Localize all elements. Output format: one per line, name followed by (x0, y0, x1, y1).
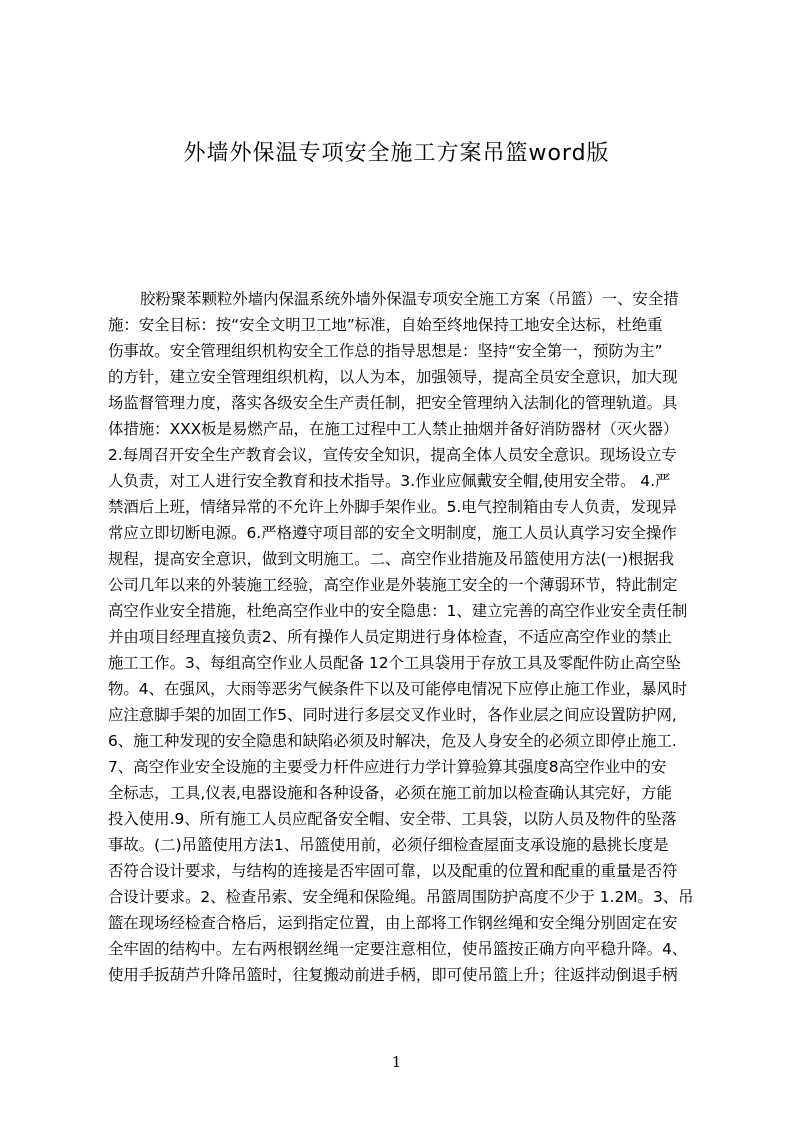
body-line: 常应立即切断电源。6.严格遵守项目部的安全文明制度，施工人员认真学习安全操作 (108, 524, 677, 542)
body-line: 合设计要求。2、检查吊索、安全绳和保险绳。吊篮周围防护高度不少于 1.2M。3、吊 (108, 888, 694, 906)
body-line: 的方针，建立安全管理组织机构，以人为本，加强领导，提高全员安全意识，加大现 (108, 368, 678, 386)
body-line: 2.每周召开安全生产教育会议，宣传安全知识，提高全体人员安全意识。现场设立专 (108, 446, 677, 464)
body-line: 规程，提高安全意识，做到文明施工。二、高空作业措施及吊篮使用方法(一)根据我 (108, 550, 675, 568)
body-line: 事故。(二)吊篮使用方法1、吊篮使用前，必须仔细检查屋面支承设施的悬挑长度是 (108, 836, 669, 854)
body-line: 体措施：XXX板是易燃产品，在施工过程中工人禁止抽烟并备好消防器材（灭火器） (108, 420, 679, 438)
body-line: 人负责，对工人进行安全教育和技术指导。3.作业应佩戴安全帽,使用安全带。 4.严 (108, 472, 671, 490)
body-line: 7、高空作业安全设施的主要受力杆件应进行力学计算验算其强度8高空作业中的安 (108, 758, 667, 776)
page-number: 1 (391, 1053, 402, 1071)
body-line: 胶粉聚苯颗粒外墙内保温系统外墙外保温专项安全施工方案（吊篮）一、安全措 (140, 290, 679, 308)
body-line: 施工工作。3、每组高空作业人员配备 12个工具袋用于存放工具及零配件防止高空坠 (108, 654, 681, 672)
body-line: 施：安全目标：按“安全文明卫工地”标准，自始至终地保持工地安全达标，杜绝重 (108, 316, 663, 334)
body-line: 否符合设计要求，与结构的连接是否牢固可靠，以及配重的位置和配重的重量是否符 (108, 862, 678, 880)
body-line: 公司几年以来的外装施工经验，高空作业是外装施工安全的一个薄弱环节，特此制定 (108, 576, 678, 594)
body-line: 全标志，工具,仪表,电器设施和各种设备，必须在施工前加以检查确认其完好，方能 (108, 784, 672, 802)
body-line: 全牢固的结构中。左右两根钢丝绳一定要注意相位，使吊篮按正确方向平稳升降。4、 (108, 940, 688, 958)
body-line: 物。4、在强风，大雨等恶劣气候条件下以及可能停电情况下应停止施工作业，暴风时 (108, 680, 688, 698)
body-line: 场监督管理力度，落实各级安全生产责任制，把安全管理纳入法制化的管理轨道。具 (108, 394, 678, 412)
body-line: 应注意脚手架的加固工作5、同时进行多层交叉作业时，各作业层之间应设置防护网, (108, 706, 677, 724)
body-line: 篮在现场经检查合格后，运到指定位置，由上部将工作钢丝绳和安全绳分别固定在安 (108, 914, 678, 932)
body-line: 投入使用.9、所有施工人员应配备安全帽、安全带、工具袋，以防人员及物件的坠落 (108, 810, 677, 828)
document-title: 外墙外保温专项安全施工方案吊篮word版 (183, 141, 610, 166)
body-line: 6、施工种发现的安全隐患和缺陷必须及时解决，危及人身安全的必须立即停止施工. (108, 732, 677, 750)
document-body (108, 286, 699, 984)
body-line: 并由项目经理直接负责2、所有操作人员定期进行身体检查，不适应高空作业的禁止 (108, 628, 672, 646)
body-line: 禁酒后上班，情绪异常的不允许上外脚手架作业。5.电气控制箱由专人负责，发现异 (108, 498, 677, 516)
body-line: 伤事故。安全管理组织机构安全工作总的指导思想是：坚持“安全第一，预防为主” (108, 342, 663, 360)
body-line: 高空作业安全措施，杜绝高空作业中的安全隐患：1、建立完善的高空作业安全责任制 (108, 602, 688, 620)
body-line: 使用手扳葫芦升降吊篮时，往复搬动前进手柄，即可使吊篮上升；往返拌动倒退手柄 (108, 966, 678, 984)
